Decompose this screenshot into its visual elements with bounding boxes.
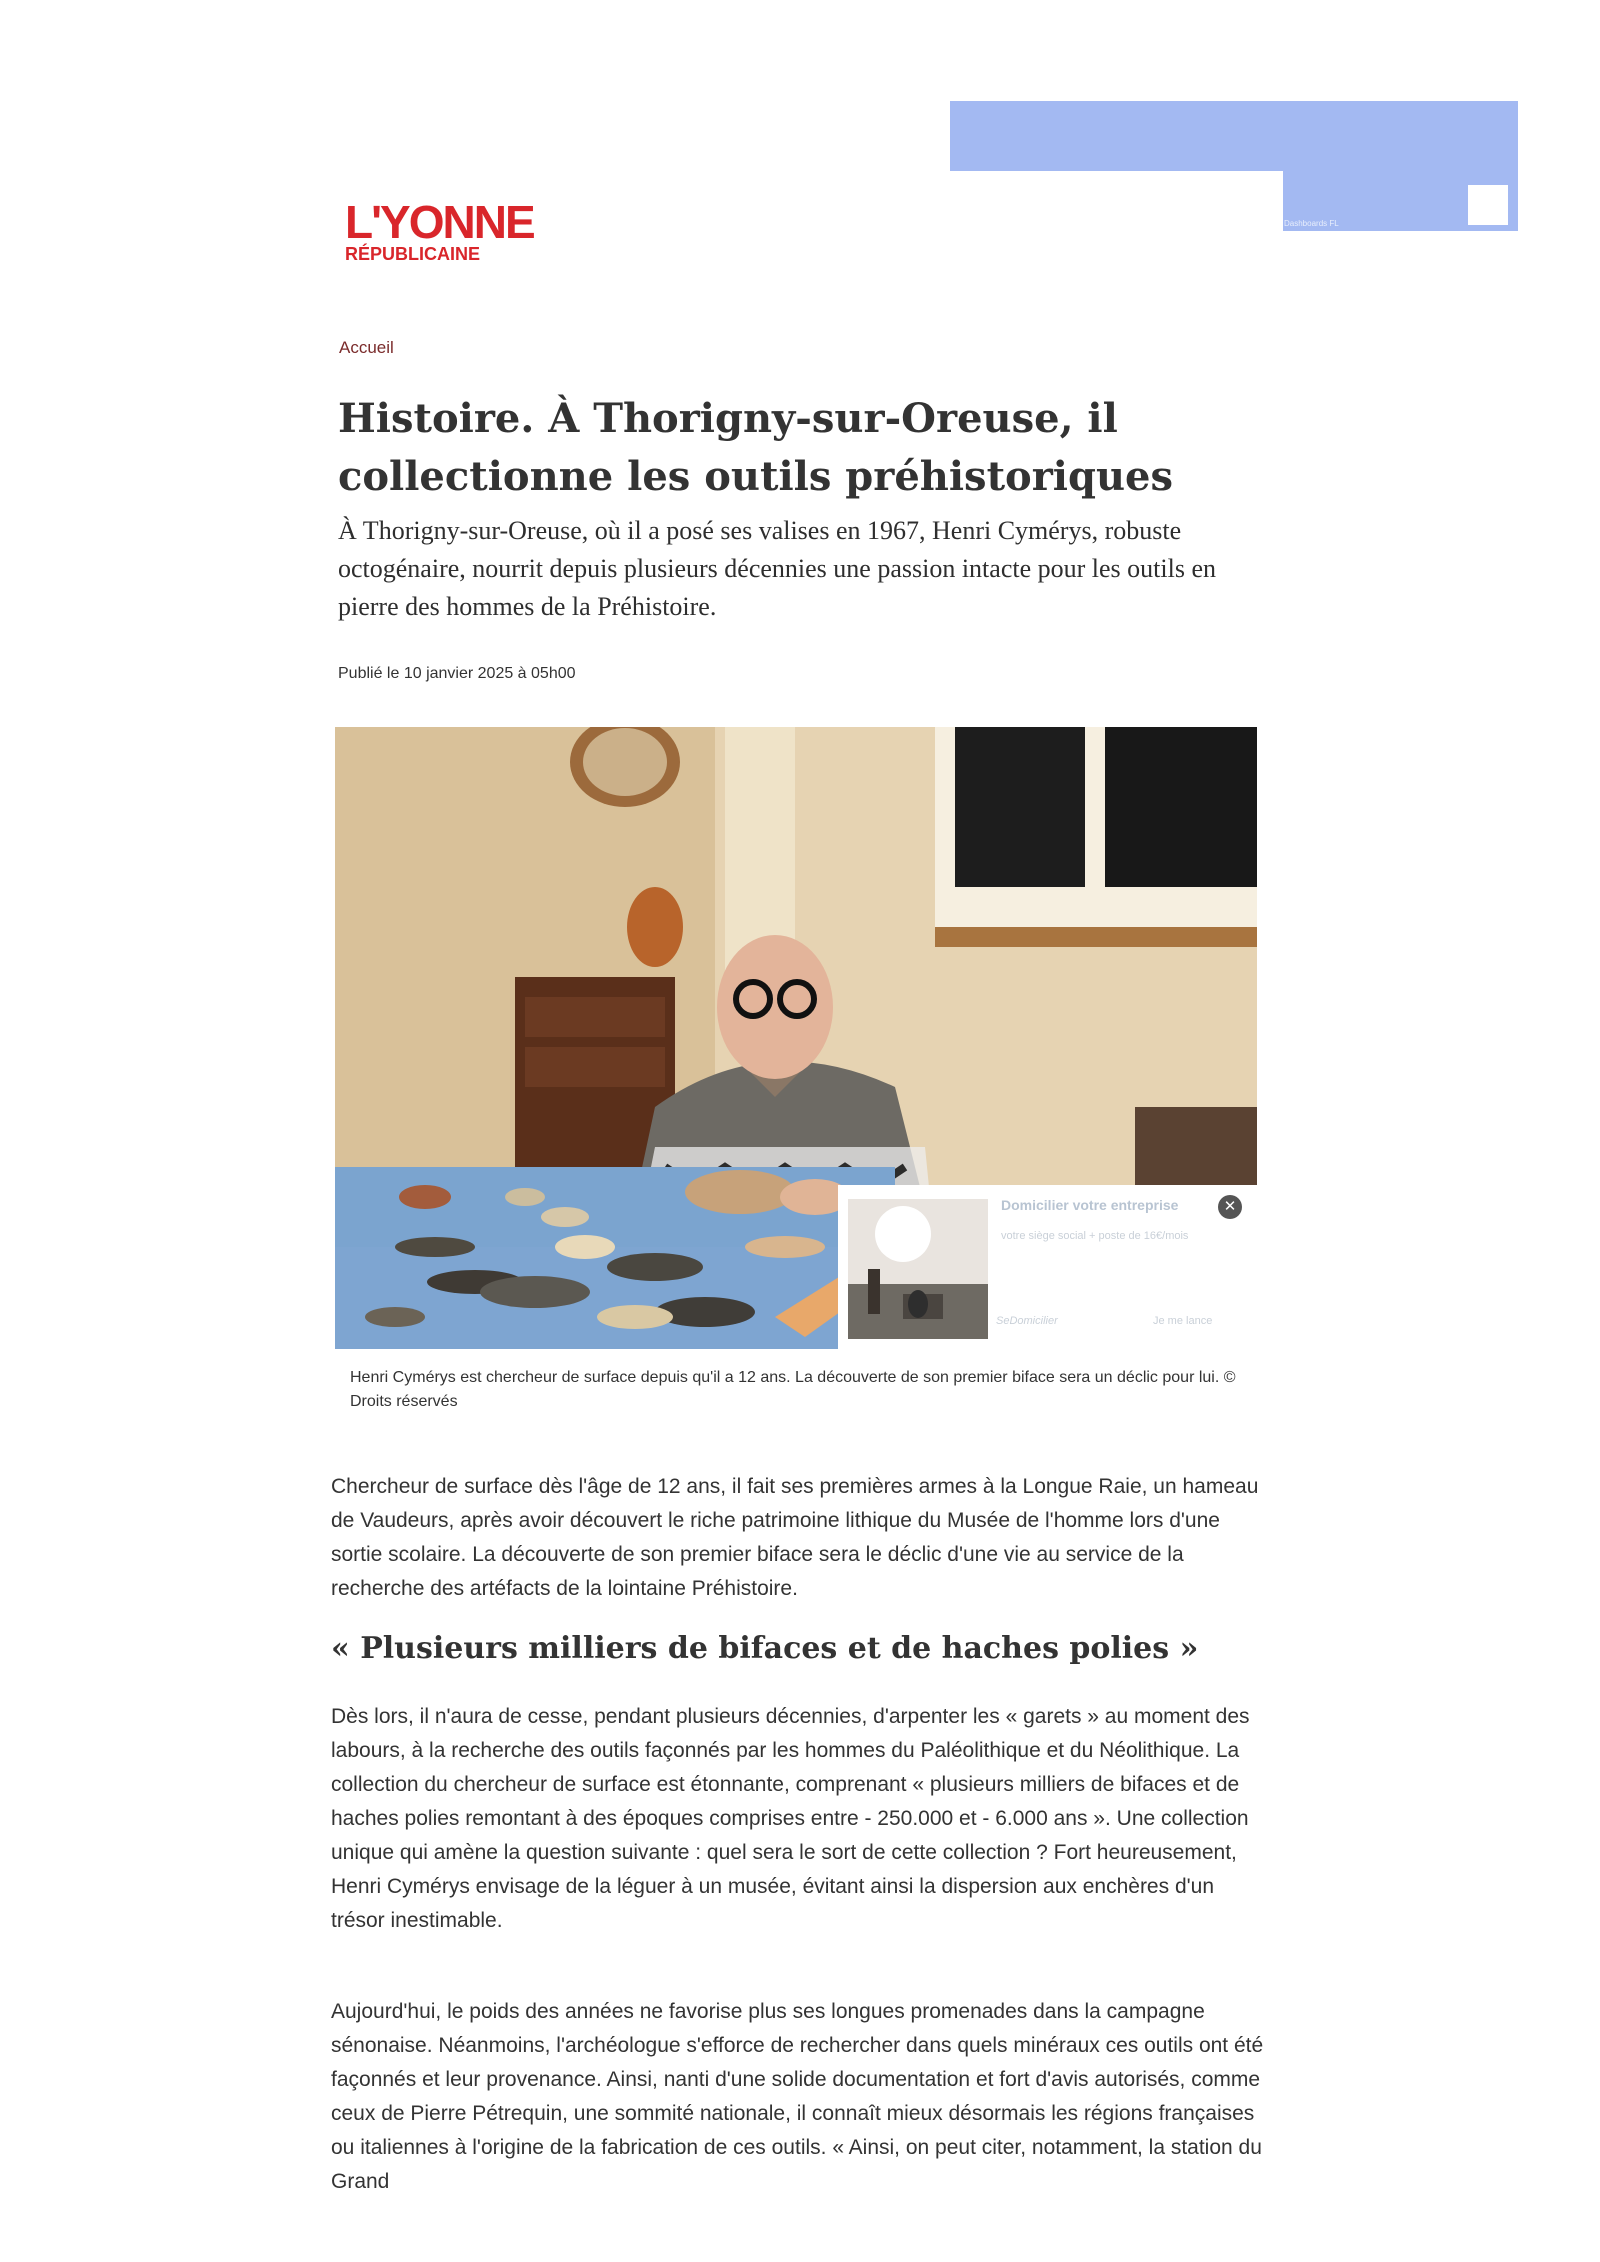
photo-caption: Henri Cymérys est chercheur de surface depuis qu'il a 12 ans. La découverte de son premier biface sera un déclic pour lui. © Droits réservés: [350, 1369, 1236, 1410]
article-subheading: « Plusieurs milliers de bifaces et de haches polies »: [331, 1631, 1199, 1666]
article-paragraph-1: Chercheur de surface dès l'âge de 12 ans, il fait ses premières armes à la Longue Raie, un hameau de Vaudeurs, après avoir découvert le riche patrimoine lithique du Musée de l'homme lors d'une sortie scolaire. La découverte de son premier biface sera le déclic d'une vie au service de la recherche des artéfacts de la lointaine Préhistoire.: [331, 1475, 1259, 1600]
ad-square[interactable]: [1468, 185, 1508, 225]
article-paragraph-2: Dès lors, il n'aura de cesse, pendant plusieurs décennies, d'arpenter les « garets » au moment des labours, à la recherche des outils façonnés par les hommes du Paléolithique et du Néolithique. La collection du chercheur de surface est étonnante, comprenant « plusieurs milliers de bifaces et de haches polies remontant à des époques comprises entre - 250.000 et - 6.000 ans ». Une collection unique qui amène la question suivante : quel sera le sort de cette collection ? Fort heureusement, Henri Cymérys envisage de la léguer à un musée, évitant ainsi la dispersion aux enchères d'un trésor inestimable.: [331, 1705, 1250, 1932]
ad-title: Domicilier votre entreprise: [1001, 1197, 1179, 1213]
ad-text: votre siège social + poste de 16€/mois: [1001, 1230, 1189, 1242]
article-lede: À Thorigny-sur-Oreuse, où il a posé ses valises en 1967, Henri Cymérys, robuste octogénaire, nourrit depuis plusieurs décennies une passion intacte pour les outils en pierre des hommes de la Préhistoire.: [338, 516, 1216, 621]
logo-line1: L'YONNE: [345, 196, 534, 248]
site-logo[interactable]: [345, 196, 534, 264]
article-title: Histoire. À Thorigny-sur-Oreuse, il collectionne les outils préhistoriques: [338, 395, 1174, 500]
breadcrumb[interactable]: Accueil: [339, 338, 394, 357]
top-ad-banner[interactable]: [950, 101, 1518, 231]
photo-overlay-ad[interactable]: [838, 1185, 1257, 1349]
ad-thumbnail: [848, 1199, 988, 1339]
ad-sponsor: SeDomicilier: [996, 1315, 1058, 1327]
logo-line2: RÉPUBLICAINE: [345, 244, 481, 264]
ad-tiny-text: Dashboards FL: [1284, 219, 1339, 228]
ad-band: [950, 101, 1518, 171]
publish-date: Publié le 10 janvier 2025 à 05h00: [338, 665, 576, 682]
article-paragraph-3: Aujourd'hui, le poids des années ne favorise plus ses longues promenades dans la campagne sénonaise. Néanmoins, l'archéologue s'efforce de rechercher dans quels minéraux ces outils ont été façonnés et leur provenance. Ainsi, nanti d'une solide documentation et fort d'avis autorisés, comme ceux de Pierre Pétrequin, une sommité nationale, il connaît mieux désormais les régions françaises ou italiennes à l'origine de la fabrication de ces outils. « Ainsi, on peut citer, notamment, la station du Grand: [331, 2000, 1264, 2193]
close-icon[interactable]: ✕: [1218, 1195, 1242, 1219]
ad-cta-button[interactable]: Je me lance: [1153, 1315, 1213, 1327]
